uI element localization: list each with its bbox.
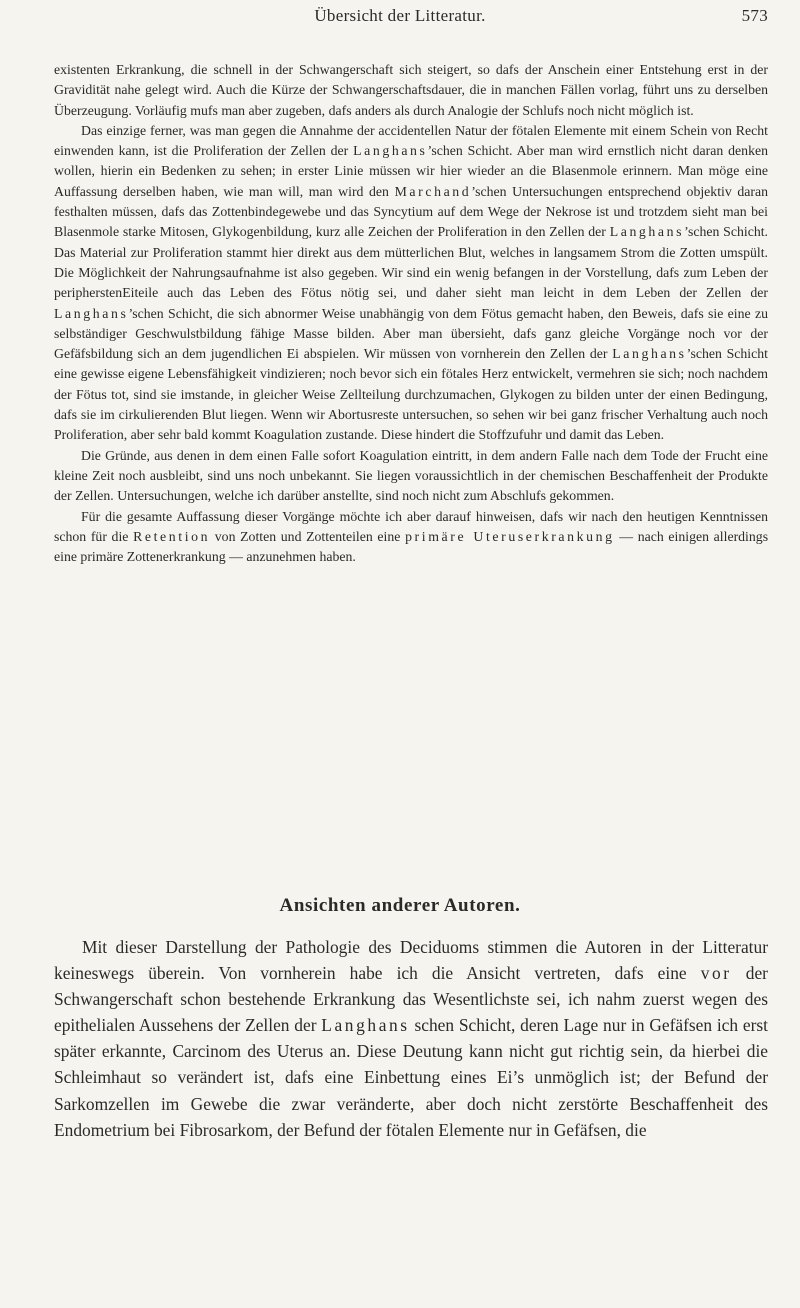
emphasis-retention: Retention xyxy=(133,528,211,544)
paragraph-4 xyxy=(54,507,768,568)
paragraph-1-text: existenten Erkrankung, die schnell in der Schwangerschaft sich steigert, so dafs der Anschein einer Entstehung erst in der Gravidität nahe gelegt wird. Auch die Kürze der Schwangerschaftsdauer, die in manchen Fällen vorlag, führt uns zu derselben Überzeugung. Vorläufig mufs man aber zugeben, dafs anders als durch Analogie der Schlufs noch nicht möglich ist. xyxy=(54,62,768,118)
section-paragraph-part-3: schen Schicht, deren Lage nur in Gefäfsen ich erst später erkannte, Carcinom des Uterus an. Diese Deutung kann nicht gut richtig sein, da hierbei die Schleimhaut so verändert ist, dafs eine Einbettung eines Ei’s unmöglich ist; der Befund der Sarkomzellen im Gewebe die zwar veränderte, aber doch nicht zerstörte Beschaffenheit des Endometrium bei Fibrosarkom, der Befund der fötalen Elemente nur in Gefäfsen, die xyxy=(54,1015,768,1140)
paragraph-4-part-2: von Zotten und Zottenteilen eine xyxy=(214,528,401,544)
paragraph-2-part-5: ’schen Schicht, die sich abnormer Weise unabhängig von dem Fötus gemacht haben, den Beweis, dafs sie eine zu selbständiger Geschwulstbildung fähige Masse bilden. Aber man übersieht, dafs ganz gleiche Vorgänge noch vor der Gefäfsbildung sich an dem jugendlichen Ei abspielen. Wir müssen von vornherein den Zellen der xyxy=(54,305,768,362)
paragraph-2-part-2: ’schen Schicht. Aber man wird ernstlich nicht daran denken wollen, hierin ein Bedenken zu sehen; in erster Linie müssen wir hier wieder an die Blasenmole erinnern. Man möge eine Auffassung derselben haben, wie man will, man wird den xyxy=(54,143,768,199)
author-name-langhans: Langhans xyxy=(321,1015,410,1036)
running-header xyxy=(0,4,800,28)
paragraph-1 xyxy=(54,60,768,121)
page-number: 573 xyxy=(741,6,768,25)
paragraph-2-part-4: ’schen Schicht. Das Material zur Proliferation stammt hier direkt aus dem mütterlichen Blut, welches in langsamem Strom die Zotten umspült. Die Möglichkeit der Nahrungsaufnahme ist also gegeben. Wir sind ein wenig befangen in der Vorstellung, dafs zum Leben der peripherstenEiteile auch das Leben des Fötus nötig sei, und daher sieht man leicht in dem Leben der Zellen der xyxy=(54,224,769,301)
section-heading: Ansichten anderer Autoren. xyxy=(279,895,521,916)
author-name-langhans: Langhans xyxy=(609,224,685,240)
paragraph-2-part-1: Das einzige ferner, was man gegen die Annahme der accidentellen Natur der fötalen Elemente mit einem Schein von Recht einwenden kann, ist die Proliferation der Zellen der xyxy=(54,122,768,159)
paragraph-3-text: Die Gründe, aus denen in dem einen Falle sofort Koagulation eintritt, in dem andern Falle nach dem Tode der Frucht eine kleine Zeit noch ausbleibt, sind uns noch unbekannt. Sie liegen voraussichtlich in der chemischen Beschaffenheit der Produkte der Zellen. Untersuchungen, welche ich darüber anstellte, sind noch nicht zum Abschlufs gekommen. xyxy=(54,447,768,504)
paragraph-3 xyxy=(54,446,768,507)
main-text xyxy=(54,60,768,567)
section-paragraph-part-2: der Schwangerschaft schon bestehende Erkrankung das Wesentlichste sei, ich nahm zuerst wegen des epithelialen Aussehens der Zellen der xyxy=(54,963,768,1036)
emphasis-vor: vor xyxy=(700,963,732,984)
author-name-marchand: Marchand xyxy=(394,183,472,199)
author-name-langhans: Langhans xyxy=(612,346,687,362)
paragraph-4-part-3: — nach einigen allerdings eine primäre Zottenerkrankung — anzunehmen haben. xyxy=(54,528,769,565)
paragraph-2 xyxy=(54,121,768,446)
section-paragraph-part-1: Mit dieser Darstellung der Pathologie des Deciduoms stimmen die Autoren in der Litteratur keineswegs überein. Von vornherein habe ich die Ansicht vertreten, dafs eine xyxy=(54,937,768,984)
author-name-langhans: Langhans xyxy=(54,305,129,321)
emphasis-primary-uterine-disease: primäre Uteruserkrankung xyxy=(405,528,615,544)
paragraph-2-part-6: ’schen Schicht eine gewisse eigene Lebensfähigkeit vindizieren; noch bevor sich ein fötales Herz entwickelt, vermehren sie sich; noch nachdem der Fötus tot, sind sie imstande, in gleicher Weise Zellteilung durchzumachen, Glykogen zu bilden unter der einen Bedingung, dafs sie im cirkulierenden Blut liegen. Wenn wir Abortusreste untersuchen, so sehen wir bei ganz frischer Verhaltung auch noch Proliferation, aber sehr bald kommt Koagulation zustande. Diese hindert die Stoffzufuhr und damit das Leben. xyxy=(54,346,768,443)
author-name-langhans: Langhans xyxy=(353,143,428,159)
section-text xyxy=(54,934,768,1143)
paragraph-2-part-3: ’schen Untersuchungen entsprechend objektiv daran festhalten müssen, dafs das Zottenbindegewebe und das Syncytium auf dem Wege der Nekrose ist und trotzdem sieht man bei Blasenmole starke Mitosen, Glykogenbildung, kurz alle Zeichen der Proliferation in den Zellen der xyxy=(54,183,768,240)
paragraph-4-part-1: Für die gesamte Auffassung dieser Vorgänge möchte ich aber darauf hinweisen, dafs wir nach den heutigen Kenntnissen schon für die xyxy=(54,508,768,544)
running-title: Übersicht der Litteratur. xyxy=(314,6,486,25)
section-paragraph-1 xyxy=(54,934,768,1143)
